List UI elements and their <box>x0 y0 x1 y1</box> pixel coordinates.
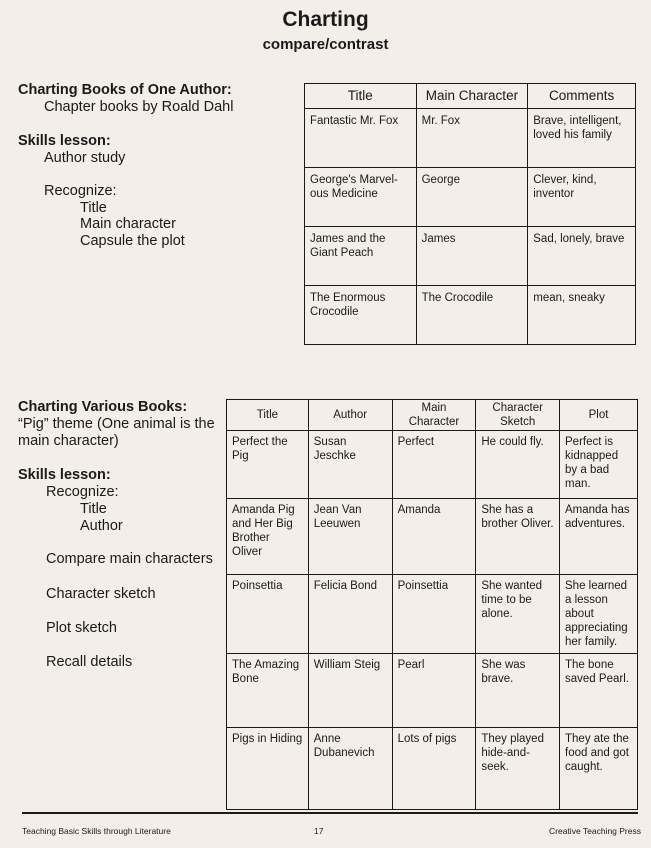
table-cell: Pearl <box>392 654 476 728</box>
table-cell: Amanda Pig and Her Big Brother Oliver <box>227 499 309 575</box>
section2-activity: Plot sketch <box>46 620 117 636</box>
section1-recognize-label: Recognize: <box>44 183 117 199</box>
section2-recognize-item: Author <box>80 518 123 534</box>
table-row <box>227 575 638 654</box>
table-cell: mean, sneaky <box>528 286 636 345</box>
table-cell: Perfect is kidnapped by a bad man. <box>560 431 638 499</box>
section1-recognize-item: Title <box>80 200 107 216</box>
table-cell: George <box>416 168 528 227</box>
table-cell: He could fly. <box>476 431 560 499</box>
table-row <box>227 654 638 728</box>
table-cell: Clever, kind, inventor <box>528 168 636 227</box>
table-row <box>305 109 636 168</box>
table-cell: Sad, lonely, brave <box>528 227 636 286</box>
footer-publisher: Creative Teaching Press <box>549 826 641 836</box>
table-cell: Poinsettia <box>392 575 476 654</box>
table-cell: Lots of pigs <box>392 728 476 810</box>
section1-recognize-item: Main character <box>80 216 176 232</box>
section1-recognize-item: Capsule the plot <box>80 233 185 249</box>
table-cell: James and the Giant Peach <box>305 227 417 286</box>
section1-skill: Author study <box>44 150 126 166</box>
column-header: Character Sketch <box>476 400 560 431</box>
table-row <box>305 286 636 345</box>
table-cell: The Enormous Crocodile <box>305 286 417 345</box>
column-header: Main Character <box>416 84 528 109</box>
table-cell: Perfect the Pig <box>227 431 309 499</box>
table-cell: James <box>416 227 528 286</box>
page-subtitle: compare/contrast <box>262 36 389 53</box>
table-cell: They ate the food and got caught. <box>560 728 638 810</box>
section2-heading: Charting Various Books: <box>18 399 188 415</box>
table-cell: Pigs in Hiding <box>227 728 309 810</box>
section1-subheading: Chapter books by Roald Dahl <box>44 99 234 115</box>
section2-skills-label: Skills lesson: <box>18 467 111 483</box>
footer-page-number: 17 <box>314 826 324 836</box>
table-row <box>227 499 638 575</box>
pig-theme-chart-table <box>226 399 638 810</box>
table-cell: She was brave. <box>476 654 560 728</box>
table-cell: Susan Jeschke <box>308 431 392 499</box>
section2-recognize-item: Title <box>80 501 107 517</box>
table-cell: Jean Van Leeuwen <box>308 499 392 575</box>
section2-activity: Recall details <box>46 654 133 670</box>
table-cell: Perfect <box>392 431 476 499</box>
table-cell: The bone saved Pearl. <box>560 654 638 728</box>
column-header: Comments <box>528 84 636 109</box>
table-cell: William Steig <box>308 654 392 728</box>
table-cell: The Crocodile <box>416 286 528 345</box>
column-header: Plot <box>560 400 638 431</box>
table-cell: She wanted time to be alone. <box>476 575 560 654</box>
section2-activity: Compare main characters <box>46 551 213 567</box>
author-chart-table <box>304 83 636 345</box>
section1-heading: Charting Books of One Author: <box>18 82 232 98</box>
section2-activity: Character sketch <box>46 586 156 602</box>
table-cell: George's Marvel-ous Medicine <box>305 168 417 227</box>
table-cell: She has a brother Oliver. <box>476 499 560 575</box>
table-cell: Amanda <box>392 499 476 575</box>
section2-recognize-label: Recognize: <box>46 484 119 500</box>
column-header: Title <box>305 84 417 109</box>
column-header: Author <box>308 400 392 431</box>
table-row <box>227 728 638 810</box>
footer-rule <box>22 812 638 814</box>
footer-book-title: Teaching Basic Skills through Literature <box>22 826 171 836</box>
table-cell: Anne Dubanevich <box>308 728 392 810</box>
table-cell: They played hide-and-seek. <box>476 728 560 810</box>
table-cell: Poinsettia <box>227 575 309 654</box>
column-header: Title <box>227 400 309 431</box>
table-cell: Felicia Bond <box>308 575 392 654</box>
table-row <box>227 431 638 499</box>
table-cell: Fantastic Mr. Fox <box>305 109 417 168</box>
page-title: Charting <box>282 8 369 31</box>
table-cell: The Amazing Bone <box>227 654 309 728</box>
table-row <box>305 227 636 286</box>
column-header: Main Character <box>392 400 476 431</box>
table-header-row <box>227 400 638 431</box>
table-cell: Amanda has adventures. <box>560 499 638 575</box>
table-cell: Mr. Fox <box>416 109 528 168</box>
table-row <box>305 168 636 227</box>
table-header-row <box>305 84 636 109</box>
table-cell: She learned a lesson about appreciating her family. <box>560 575 638 654</box>
section2-theme: “Pig” theme (One animal is the main character) <box>18 416 215 449</box>
section1-skills-label: Skills lesson: <box>18 133 111 149</box>
table-cell: Brave, intelligent, loved his family <box>528 109 636 168</box>
